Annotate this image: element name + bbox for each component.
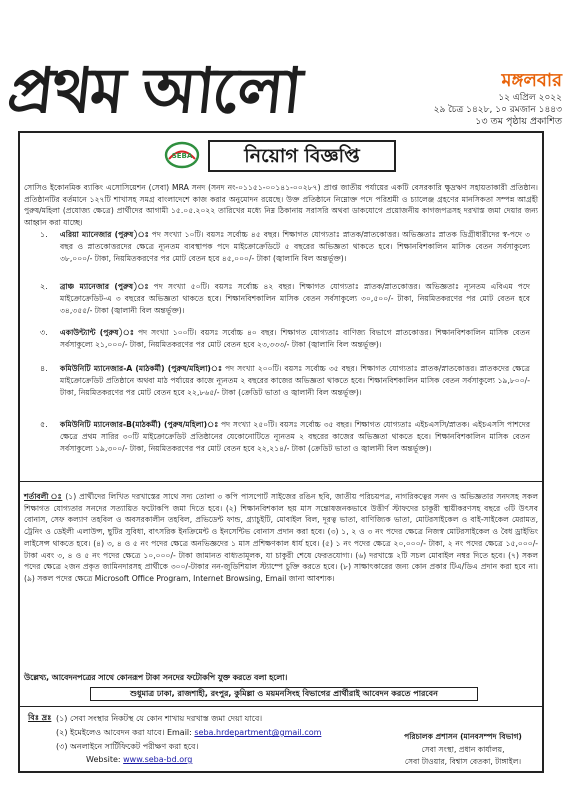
ad-intro-paragraph: সোসিও ইকোনমিক ব্যাকিং এসোসিয়েশন (সেবা) MRA সনদ (সনদ নং-০১১৫১-০০১৪১-০০২৮৭) প্রাপ্ত জাতীয় পর্যায়ের একটি বেসরকারি ক্ষুদ্রঋণ সহায়তাকারী প্রতিষ্ঠান। প্রতিষ্ঠানটির বর্তমানে ১২৭টি শাখাসহ সমগ্র বাংলাদেশে কাজ করার অনুমোদন রয়েছে। উক্ত প্রতিষ্ঠানে নিম্নোক্ত পদে পরিশ্রমী ও চ্যালেঞ্জ গ্রহণের মানসিকতা সম্পন্ন আগ্রহী পুরুষ/মহিলা (প্রযোজ্য ক্ষেত্রে) প্রার্থীদের আগামী ১৫.০৫.২০২২ তারিখের মধ্যে নিম্ন ঠিকানায় সরাসরি অথবা ডাকযোগে প্রয়োজনীয় কাগজপত্রসহ দরখাস্ত জমা দেয়ার জন্য আহ্বান করা যাচ্ছে। (24, 183, 538, 227)
date-english: ১২ এপ্রিল ২০২২ (498, 93, 562, 103)
address-line: সেবা টাওয়ার, বিশ্বাস বেতকা, টাঙ্গাইল। (404, 757, 522, 766)
job-number: ১. (40, 230, 48, 239)
terms-text: (১) প্রার্থীদের লিখিত দরখাস্তের সাথে সদ্য তোলা ৩ কপি পাসপোর্ট সাইজের রঙিন ছবি, জাতীয় পরিচয়পত্র, নাগরিকত্বের সনদ ও অভিজ্ঞতার সনদসহ সকল শিক্ষাগত যোগ্যতার সনদের সত্যায়িত ফটোকপি জমা দিতে হবে। (২) শিক্ষানবিশকাল ছয় মাস সন্তোষজনকভাবে উত্তীর্ণ স্টাফদের চাকুরী স্থায়ীকরণসহ বছরে ৩টি উৎসব বোনাস, সেফ কল্যাণ তহবিল ও অবসরকালীন তহবিল, প্রভিডেন্ট ফান্ড, গ্র্যাচুইটি, মোবাইল বিল, দূরত্ব ভাতা, বাণিজ্যিক ভাতা, মোটরসাইকেল ও বাই-সাইকেল মেরামত, ট্রেনিং ও ডেইলী এলাউন্স, ছুটির সুবিধা, বাৎসরিক ইনক্রিমেন্ট ও ইনসেন্টিভ বোনাস প্রদান করা হবে। (৩) ১, ২ ও ৩ নং পদের ক্ষেত্রে নিজস্ব মোটরসাইকেল ও বৈধ ড্রাইভিং লাইসেন্স থাকতে হবে। (৪) ৩, ৪ ও ৫ নং পদের ক্ষেত্রে অনভিজ্ঞদের ১ মাস প্রশিক্ষণকাল ধার্য হবে। (৫) ১ নং পদের ক্ষেত্রে ২০,০০০/- টাকা, ২ নং পদের ক্ষেত্রে ১৫,০০০/- টাকা এবং ৩, ৪ ও ৫ নং পদের ক্ষেত্রে ১০,০০০/- টাকা জামানত বাধ্যতামূলক, যা চাকুরী শেষে ফেরতযোগ্য। (৬) দরখাস্তে ২টি সচল মোবাইল নম্বর দিতে হবে। (৭) সকল পদের ক্ষেত্রে ২জন প্রকৃত জামিনদারসহ প্রার্থীকে ৩০০/-টাকার নন-জুডিশিয়াল স্ট্যাম্পে চুক্তি করতে হবে। (৮) সাক্ষাৎকারের জন্য কোন প্রকার টিএ/ডিএ প্রদান করা হবে না। (৯) সকল পদের ক্ষেত্রে Microsoft Office Program, Internet Browsing, Email জানা আবশ্যক। (24, 492, 538, 583)
section-divider (20, 706, 542, 707)
job-title: এরিয়া ম্যানেজার (পুরুষ)ঃ (60, 230, 149, 239)
job-item (60, 327, 530, 351)
terms-note: উল্লেখ্য, আবেদনপত্রের সাথে কোনরূপ টাকা সনদের ফটোকপি যুক্ত করতে বলা হলো। (24, 673, 288, 682)
seba-logo-icon (164, 140, 200, 170)
terms-label: শর্তাবলী ঃ (24, 492, 63, 501)
job-details: পদ সংখ্যা ২০০টি। বয়সঃ সর্বোচ্চ ৩৫ বছর। শিক্ষাগত যোগ্যতাঃ স্নাতক/স্নাতকোত্তর। স্নাতকদের ক্ষেত্রে মাইক্রোক্রেডিট প্রতিষ্ঠানে অথবা মাঠ পর্যায়ের কাজে ন্যূনতম ২ বছরের কাজের অভিজ্ঞতা থাকতে হবে। শিক্ষানবিশকালিন মাসিক বেতন সর্বসাকুল্যে ১৯,৮০০/- টাকা, নিয়মিতকরণের পর মোট বেতন হবে ২২,৮৬৫/- টাকা (ক্রেডিট ভাতা ও জ্বালানী বিল অন্তর্ভূক্ত)। (60, 364, 530, 397)
job-item (60, 419, 530, 454)
job-number: ৫. (40, 420, 48, 429)
job-item (60, 281, 530, 316)
job-title: একাউন্ট্যান্ট (পুরুষ)ঃ (60, 328, 134, 337)
ps-line: Website: www.seba-bd.org (86, 755, 193, 764)
weekday: মঙ্গলবার (501, 70, 562, 91)
date-bangla: ২৯ চৈত্র ১৪২৮, ১০ রমজান ১৪৪৩ (433, 105, 562, 115)
newspaper-masthead: প্রথম আলো (4, 54, 304, 127)
job-details: পদ সংখ্যা ১০০টি। বয়সঃ সর্বোচ্চ ৪০ বছর। শিক্ষাগত যোগ্যতাঃ বাণিজ্য বিভাগে স্নাতকোত্তর। শিক্ষানবিশকালিন মাসিক বেতন সর্বসাকুল্যে ২১,০০০/- টাকা, নিয়মিতকরণের পর মোট বেতন হবে ২৩,৩৩৩/- টাকা (জ্বালানি বিল অন্তর্ভূক্ত)। (60, 328, 530, 349)
job-title: কমিউনিটি ম্যানেজার-B(মাঠকর্মী) (পুরুষ/মহিলা)ঃ (60, 420, 219, 429)
job-number: ৪. (40, 364, 48, 373)
job-title: ব্রাঞ্চ ম্যানেজার (পুরুষ)ঃ (60, 282, 149, 291)
page-published-note: ১৩ তম পৃষ্ঠায় প্রকাশিত (475, 116, 562, 127)
ps-line: (৩) অনলাইনে সার্টিফিকেট পরীক্ষণ করা হবে। (56, 742, 199, 751)
svg-text:SEBA: SEBA (171, 152, 193, 160)
job-item (60, 363, 530, 398)
email-link[interactable]: seba.hrdepartment@gmail.com (194, 728, 322, 737)
ps-label: বিঃ দ্রঃ (28, 713, 52, 722)
job-details: পদ সংখ্যা ৫০টি। বয়সঃ সর্বোচ্চ ৪২ বছর। শিক্ষাগত যোগ্যতাঃ স্নাতক/স্নাতকোত্তর। অভিজ্ঞতাঃ ন্যূনতম এবিএম পদে মাইক্রোক্রেডিট-এ ৩ বছরের অভিজ্ঞতা থাকতে হবে। শিক্ষানবিশকালিন মাসিক বেতন সর্বসাকুল্যে ৩০,৫০০/- টাকা, নিয়মিতকরণের পর মোট বেতন হবে ৩৪,৩৫৫/- টাকা (জ্বালানী বিল অন্তর্ভূক্ত)। (60, 282, 530, 315)
website-link[interactable]: www.seba-bd.org (123, 755, 193, 764)
ps-line: (১) সেবা সংস্থার নিকটস্থ যে কোন শাখায় দরখাস্ত জমা দেয়া যাবে। (56, 714, 263, 723)
job-title: কমিউনিটি ম্যানেজার-A (মাঠকর্মী) (পুরুষ/মহিলা)ঃ (60, 364, 223, 373)
job-number: ৩. (40, 328, 48, 337)
ad-headline: নিয়োগ বিজ্ঞপ্তি (208, 140, 396, 172)
job-details: পদ সংখ্যা ১০টি। বয়সঃ সর্বোচ্চ ৪৫ বছর। শিক্ষাগত যোগ্যতাঃ স্নাতক/স্নাতকোত্তর। অভিজ্ঞতাঃ স্নাতক ডিগ্রীধারীদের স্ব-পদে ৩ বছর ও স্নাতকোত্তরদের ক্ষেত্রে ন্যূনতম ব্যবস্থাপক পদে মাইক্রোক্রেডিটে ৫ বছরের অভিজ্ঞতা থাকতে হবে। শিক্ষানবিশকালিন মাসিক বেতন সর্বসাকুল্যে ৩৮,০০০/- টাকা, নিয়মিতকরণের পর মোট বেতন হবে ৪৫,০০০/- টাকা (জ্বালানি বিল অন্তর্ভূক্ত)। (60, 230, 530, 263)
job-item (60, 229, 530, 264)
ps-line: (২) ইমেইলেও আবেদন করা যাবে। Email: seba.hrdepartment@gmail.com (56, 728, 322, 737)
address-line: সেবা সংস্থা, প্রধান কার্যালয়, (421, 745, 505, 754)
job-details: পদ সংখ্যা ২৫০টি। বয়সঃ সর্বোচ্চ ৩৫ বছর। শিক্ষাগত যোগ্যতাঃ এইচএসসি/স্নাতক। এইচএসসি পাশদের ক্ষেত্রে প্রথম সারির ৩০টি মাইক্রোক্রেডিট প্রতিষ্ঠানের যেকোনোটিতে ন্যূনতম ২ বছরের কাজের অভিজ্ঞতা থাকতে হবে। শিক্ষানবিশকালিন মাসিক বেতন সর্বসাকুল্যে ১৯,৩০০/- টাকা, নিয়মিতকরণের পর মোট বেতন হবে ২২,২১৪/- টাকা (ক্রেডিট ভাতা ও জ্বালানী বিল অন্তর্ভূক্ত)। (60, 420, 530, 453)
signatory-title: পরিচালক প্রশাসন (মানবসম্পদ বিভাগ) (404, 732, 522, 741)
terms-paragraph (24, 491, 538, 585)
section-divider (20, 481, 542, 482)
eligibility-notice: শুধুমাত্র ঢাকা, রাজশাহী, রংপুর, কুমিল্লা ও ময়মনসিংহ বিভাগের প্রার্থীরাই আবেদন করতে পারবেন (90, 687, 478, 701)
job-number: ২. (40, 282, 48, 291)
